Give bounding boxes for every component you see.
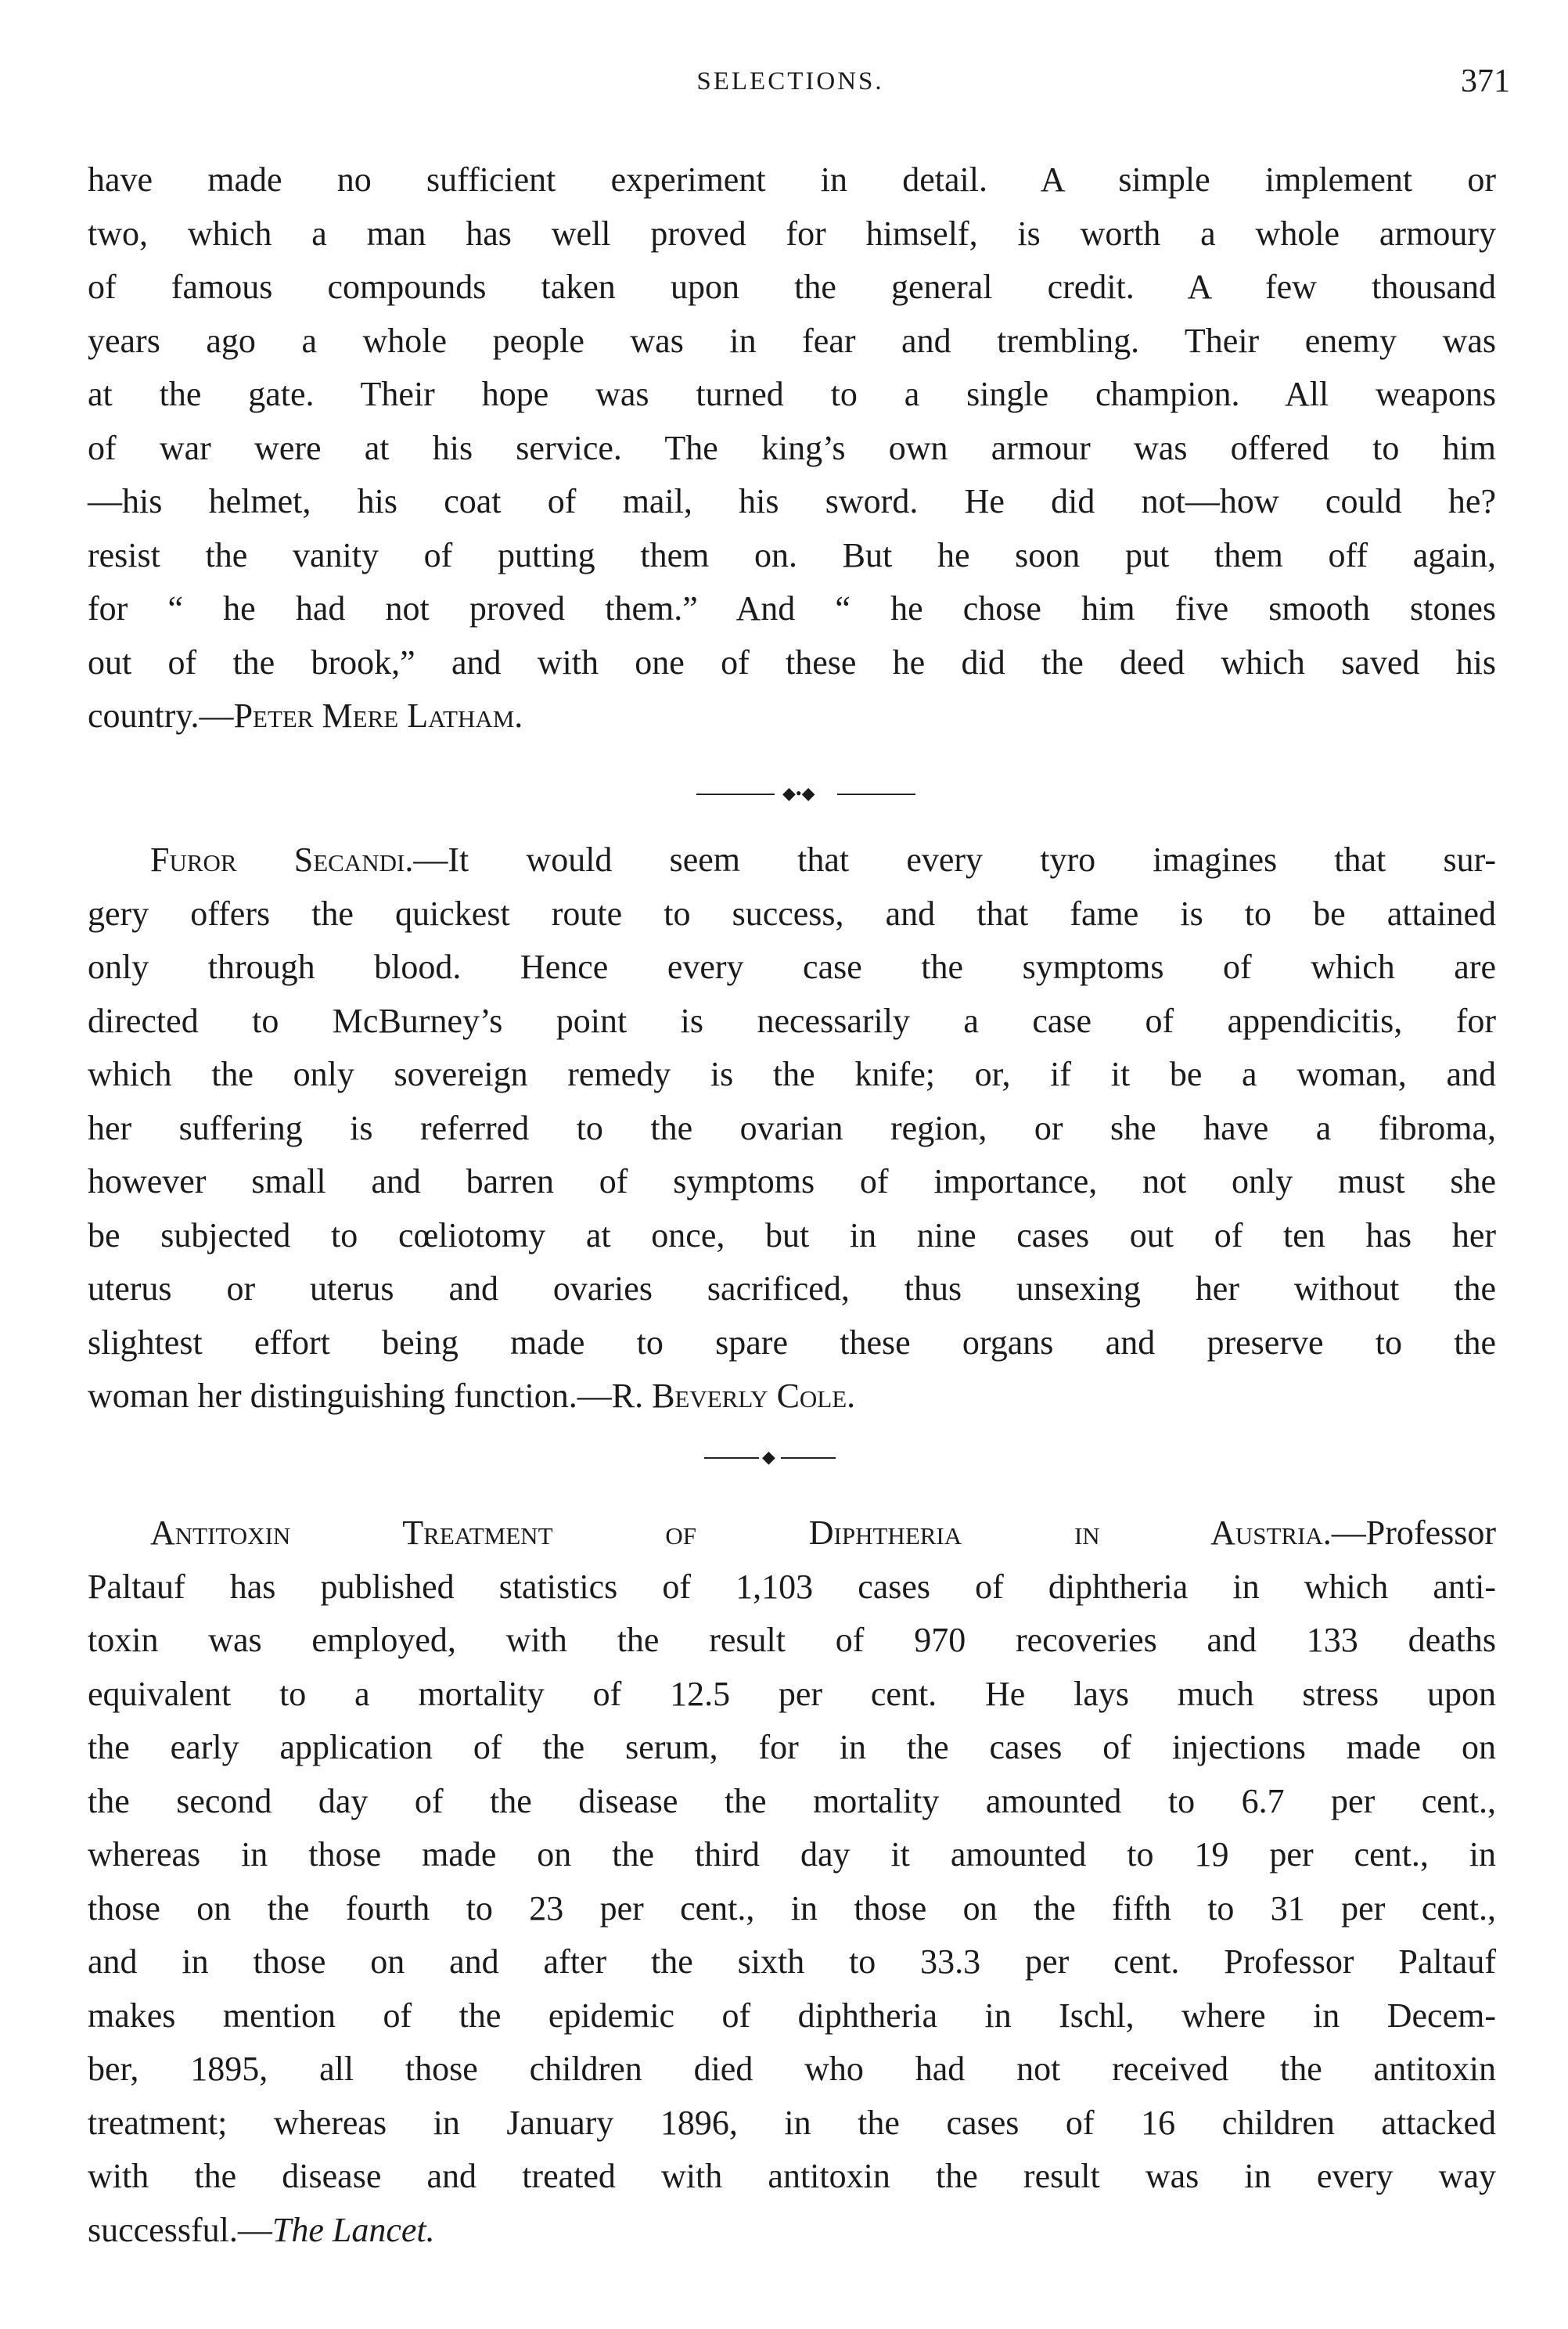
text-line: however small and barren of symptoms of importance, not only must she	[88, 1162, 1496, 1200]
last-line-text: country.—	[88, 697, 234, 735]
text-line: ber, 1895, all those children died who had not received the antitoxin	[88, 2050, 1496, 2088]
paragraph-first-line	[88, 1506, 1496, 1560]
text-line: the second day of the disease the mortality amounted to 6.7 per cent.,	[88, 1781, 1496, 1820]
text-line: for “ he had not proved them.” And “ he chose him five smooth stones	[88, 589, 1496, 628]
text-line: of famous compounds taken upon the general credit. A few thousand	[88, 268, 1496, 306]
attribution-lancet: The Lancet.	[272, 2210, 435, 2249]
first-line-rest: —Professor	[1331, 1514, 1496, 1552]
text-line: years ago a whole people was in fear and trembling. Their enemy was	[88, 321, 1496, 360]
text-line: only through blood. Hence every case the symptoms of which are	[88, 948, 1496, 986]
paragraph-lines	[88, 887, 1496, 1370]
paragraph-last-line	[88, 2204, 1496, 2258]
text-line: two, which a man has well proved for himself, is worth a whole armoury	[88, 214, 1496, 253]
section-heading-antitoxin: Antitoxin Treatment of Diphtheria in Austria.	[150, 1514, 1332, 1552]
text-line: her suffering is referred to the ovarian region, or she have a fibroma,	[88, 1108, 1496, 1147]
divider-rule-right	[837, 794, 915, 795]
section-heading-furor-secandi: Furor Secandi.	[150, 841, 414, 879]
divider-rule-right	[781, 1457, 836, 1459]
paragraph-first-line	[88, 833, 1496, 887]
section-divider	[704, 1446, 845, 1470]
text-line: and in those on and after the sixth to 33.3 per cent. Professor Paltauf	[88, 1942, 1496, 1981]
text-line: have made no sufficient experiment in detail. A simple implement or	[88, 160, 1496, 199]
text-line: of war were at his service. The king’s own armour was offered to him	[88, 428, 1496, 467]
text-line: makes mention of the epidemic of diphtheria in Ischl, where in Decem-	[88, 1996, 1496, 2035]
running-head-title: SELECTIONS.	[696, 67, 884, 95]
text-line: equivalent to a mortality of 12.5 per cent. He lays much stress upon	[88, 1674, 1496, 1713]
paragraph-last-line	[88, 1370, 1496, 1424]
text-line: those on the fourth to 23 per cent., in those on the fifth to 31 per cent.,	[88, 1888, 1496, 1928]
last-line-text: successful.—	[88, 2210, 272, 2249]
text-line: uterus or uterus and ovaries sacrificed, thus unsexing her without the	[88, 1269, 1496, 1308]
text-line: whereas in those made on the third day it amounted to 19 per cent., in	[88, 1835, 1496, 1874]
section-divider	[696, 783, 931, 806]
divider-rule-left	[696, 794, 775, 795]
attribution-latham: Peter Mere Latham.	[233, 697, 523, 735]
text-line: slightest effort being made to spare these organs and preserve to the	[88, 1323, 1496, 1362]
last-line-text: woman her distinguishing function.—	[88, 1377, 612, 1415]
text-line: —his helmet, his coat of mail, his sword. He did not—how could he?	[88, 482, 1496, 520]
text-line: treatment; whereas in January 1896, in the cases of 16 children attacked	[88, 2103, 1496, 2142]
paragraph-lines	[88, 1560, 1496, 2204]
attribution-cole: R. Beverly Cole.	[611, 1377, 856, 1415]
text-line: directed to McBurney’s point is necessarily a case of appendicitis, for	[88, 1001, 1496, 1040]
divider-rule-left	[704, 1457, 759, 1459]
page-number: 371	[1461, 63, 1510, 99]
running-head	[86, 63, 1510, 114]
text-line: which the only sovereign remedy is the knife; or, if it be a woman, and	[88, 1055, 1496, 1093]
text-line: toxin was employed, with the result of 970 recoveries and 133 deaths	[88, 1621, 1496, 1659]
text-line: with the disease and treated with antitoxin the result was in every way	[88, 2157, 1496, 2195]
text-line: Paltauf has published statistics of 1,103 cases of diphtheria in which anti-	[88, 1567, 1496, 1606]
text-line: be subjected to cœliotomy at once, but in nine cases out of ten has her	[88, 1215, 1496, 1254]
text-line: resist the vanity of putting them on. But he soon put them off again,	[88, 535, 1496, 574]
paragraph-last-line	[88, 689, 1496, 743]
paragraph-lines	[88, 153, 1496, 689]
divider-ornament: ◆•◆	[782, 783, 815, 803]
text-line: gery offers the quickest route to success, and that fame is to be attained	[88, 894, 1496, 933]
section-furor-secandi	[88, 833, 1496, 1424]
divider-ornament: ◆	[762, 1447, 775, 1467]
section-latham	[88, 153, 1496, 743]
text-line: the early application of the serum, for in the cases of injections made on	[88, 1728, 1496, 1766]
first-line-rest: —It would seem that every tyro imagines that sur-	[413, 841, 1497, 879]
text-line: out of the brook,” and with one of these he did the deed which saved his	[88, 643, 1496, 682]
text-line: at the gate. Their hope was turned to a single champion. All weapons	[88, 375, 1496, 413]
section-antitoxin	[88, 1506, 1496, 2257]
